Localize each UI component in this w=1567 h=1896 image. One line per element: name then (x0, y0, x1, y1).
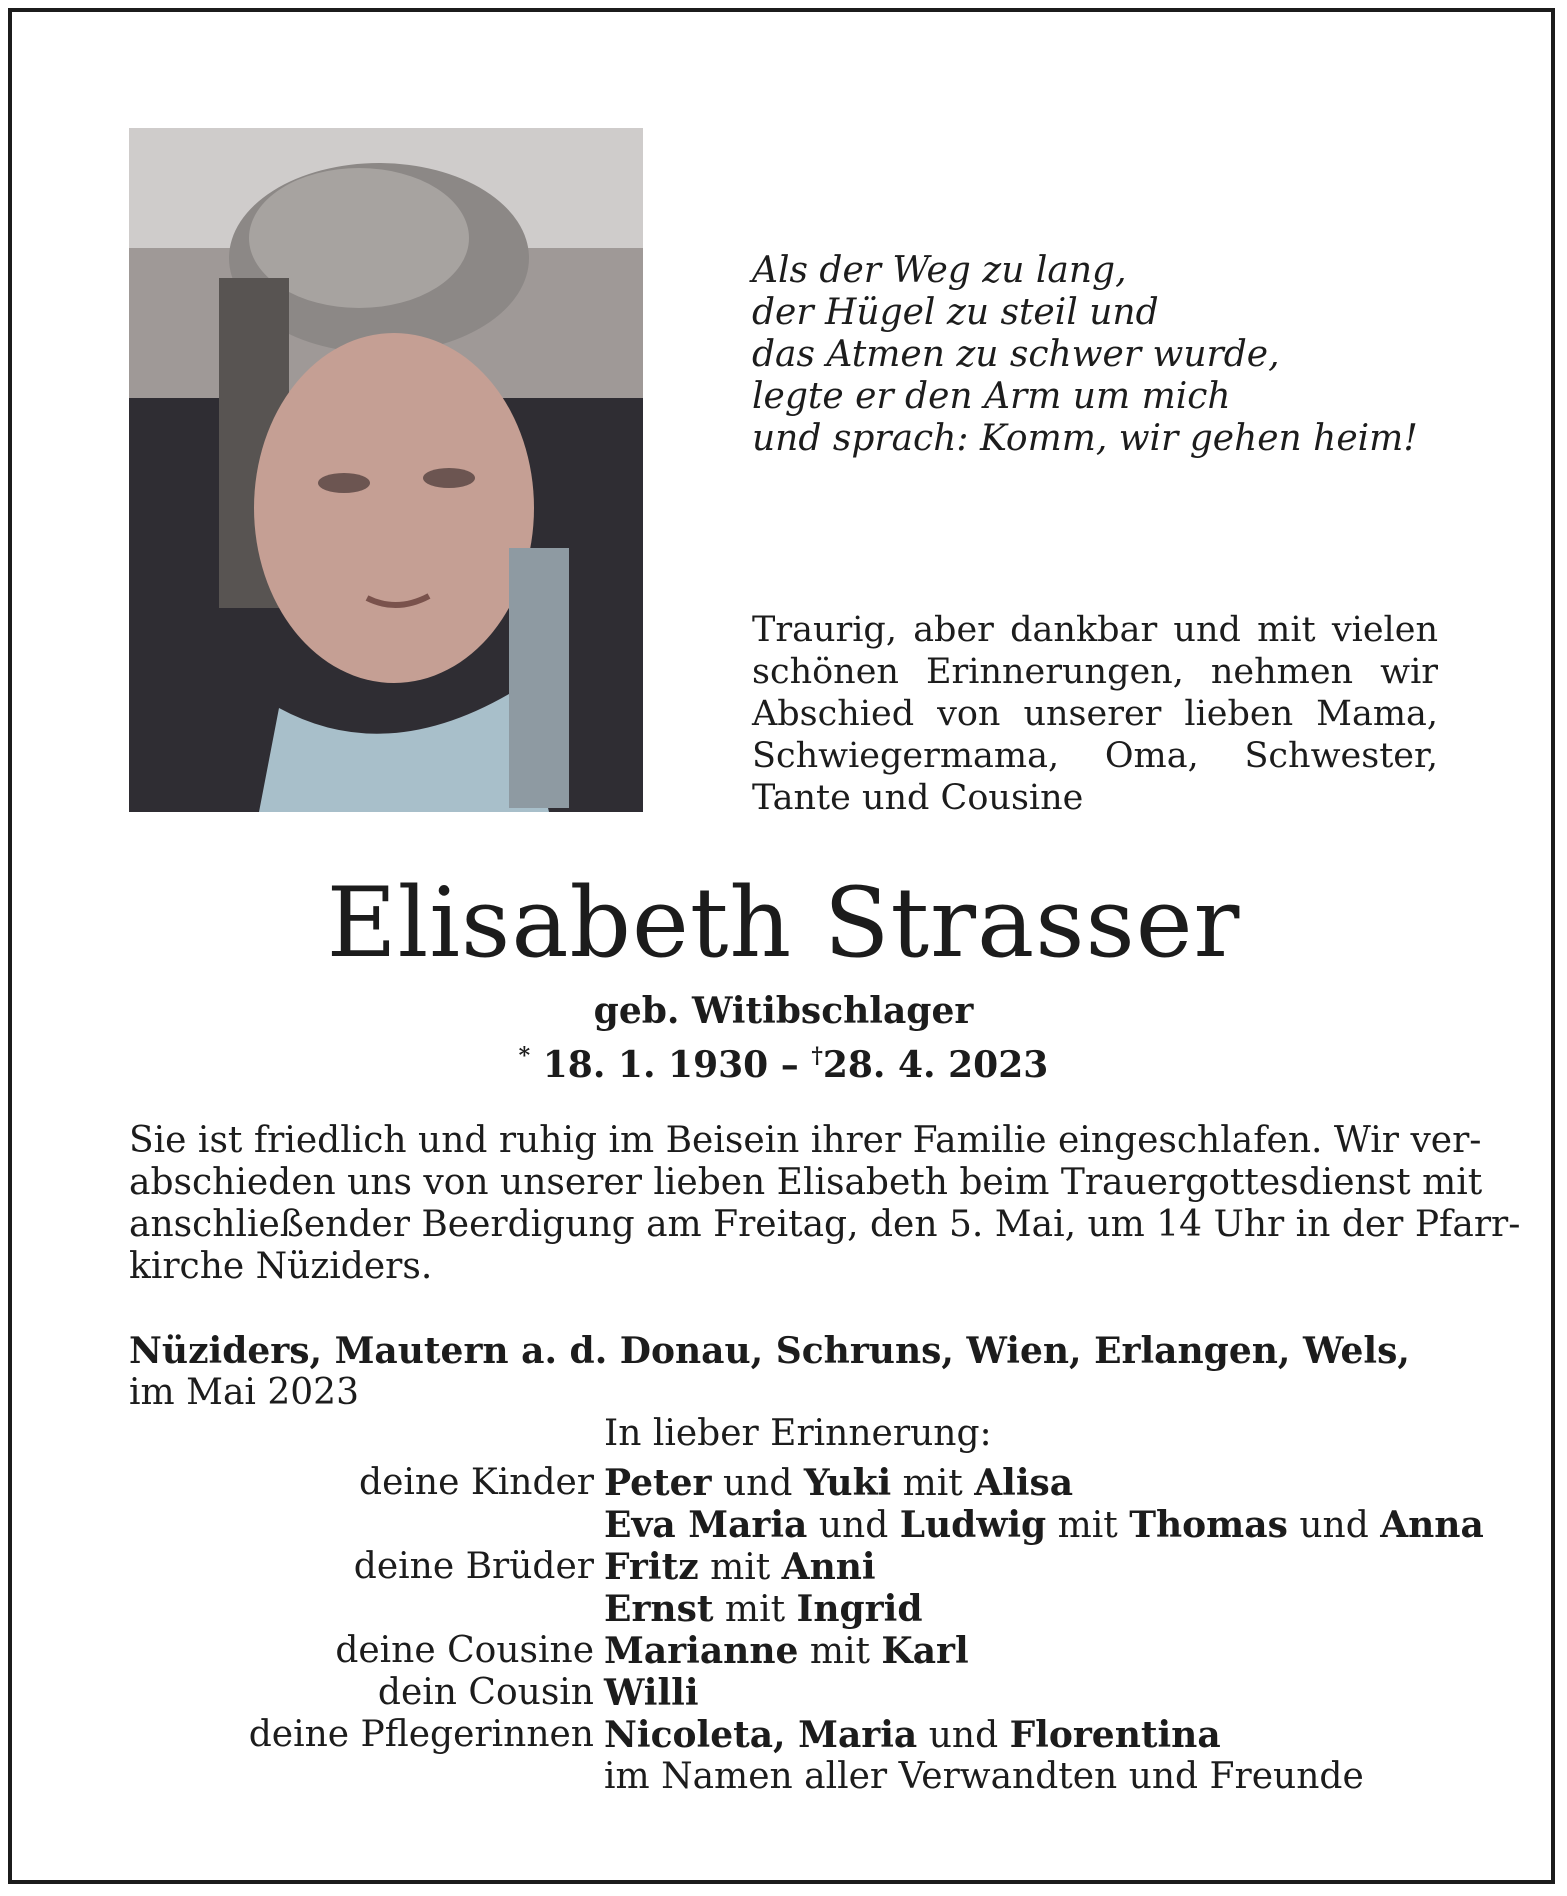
birth-symbol: * (518, 1043, 531, 1069)
connector-text: und (917, 1715, 1010, 1756)
mourner-names (604, 1504, 1484, 1547)
mourner-name: Anni (781, 1546, 876, 1588)
mourner-row (0, 1714, 1567, 1756)
date-separator: – (780, 1044, 799, 1086)
poem (752, 250, 1452, 460)
notice-line: Sie ist friedlich und ruhig im Beisein ihrer Familie eingeschlafen. Wir ver- (129, 1120, 1482, 1161)
mourner-names (604, 1714, 1221, 1757)
deceased-name: Elisabeth Strasser (326, 867, 1241, 979)
mourner-row (0, 1546, 1567, 1588)
death-symbol: † (811, 1043, 823, 1069)
notice-line: abschieden uns von unserer lieben Elisabeth beim Trauergottesdienst mit (129, 1162, 1483, 1203)
mourner-name: Ludwig (899, 1504, 1047, 1546)
mourner-row (0, 1504, 1567, 1546)
life-dates (0, 1035, 1567, 1086)
mourner-name: Willi (604, 1672, 699, 1714)
maiden-name: geb. Witibschlager (593, 990, 974, 1032)
mourners-list (0, 1462, 1567, 1798)
poem-line: der Hügel zu steil und (752, 292, 1159, 333)
connector-text: mit (713, 1589, 797, 1630)
connector-text: im Namen aller Verwandten und Freunde (604, 1756, 1364, 1797)
mourner-row (0, 1462, 1567, 1504)
connector-text: und (807, 1505, 900, 1546)
mourner-name: Fritz (604, 1546, 699, 1588)
connector-text: mit (698, 1547, 782, 1588)
mourner-name: Anna (1380, 1504, 1484, 1546)
mourner-name: Karl (881, 1630, 969, 1672)
mourner-name: Peter (604, 1462, 712, 1504)
connector-text: und (711, 1463, 804, 1504)
poem-line: und sprach: Komm, wir gehen heim! (752, 418, 1418, 459)
notice-line: anschließender Beerdigung am Freitag, den 5. Mai, um 14 Uhr in der Pfarr- (129, 1204, 1521, 1245)
connector-text: mit (798, 1631, 882, 1672)
mourner-name: Eva Maria (604, 1504, 808, 1546)
mourner-name: Alisa (974, 1462, 1074, 1504)
poem-line: legte er den Arm um mich (752, 376, 1231, 417)
mourner-name: Thomas (1129, 1504, 1288, 1546)
mourner-relation: dein Cousin (377, 1672, 594, 1713)
mourner-row (0, 1588, 1567, 1630)
mourner-name: Yuki (803, 1462, 892, 1504)
funeral-notice (129, 1120, 1521, 1288)
mourner-names (604, 1546, 876, 1589)
mourner-relation: deine Pflegerinnen (248, 1714, 594, 1755)
poem-line: Als der Weg zu lang, (752, 250, 1127, 291)
connector-text: und (1287, 1505, 1381, 1546)
mourner-relation: deine Kinder (359, 1462, 594, 1503)
mourner-names (604, 1630, 969, 1673)
notice-date: im Mai 2023 (129, 1372, 359, 1413)
mourner-names (604, 1462, 1073, 1505)
portrait-illustration (129, 128, 643, 812)
mourner-row (0, 1672, 1567, 1714)
intro-text: Traurig, aber dankbar und mit vielen schönen Erinnerungen, nehmen wir Abschied von unserer lieben Mama, Schwiegermama, Oma, Schwester, Tante und Cousine (752, 610, 1438, 818)
mourner-name: Nicoleta, Maria (604, 1714, 918, 1756)
connector-text: mit (1046, 1505, 1130, 1546)
remembrance-heading: In lieber Erinnerung: (604, 1413, 992, 1454)
mourner-names (604, 1672, 699, 1715)
mourner-relation: deine Brüder (353, 1546, 594, 1587)
poem-line: das Atmen zu schwer wurde, (752, 334, 1280, 375)
death-date: 28. 4. 2023 (822, 1044, 1049, 1086)
places-line: Nüziders, Mautern a. d. Donau, Schruns, Wien, Erlangen, Wels, (129, 1330, 1410, 1372)
mourner-row (0, 1756, 1567, 1798)
mourner-name: Marianne (604, 1630, 799, 1672)
mourner-relation: deine Cousine (335, 1630, 594, 1671)
mourner-name: Florentina (1009, 1714, 1221, 1756)
notice-line: kirche Nüziders. (129, 1246, 433, 1287)
mourner-names (604, 1756, 1364, 1798)
mourner-name: Ingrid (796, 1588, 923, 1630)
birth-date: 18. 1. 1930 (542, 1044, 769, 1086)
mourner-name: Ernst (604, 1588, 714, 1630)
mourner-names (604, 1588, 923, 1631)
mourner-row (0, 1630, 1567, 1672)
connector-text: mit (891, 1463, 975, 1504)
portrait-photo (129, 128, 643, 812)
